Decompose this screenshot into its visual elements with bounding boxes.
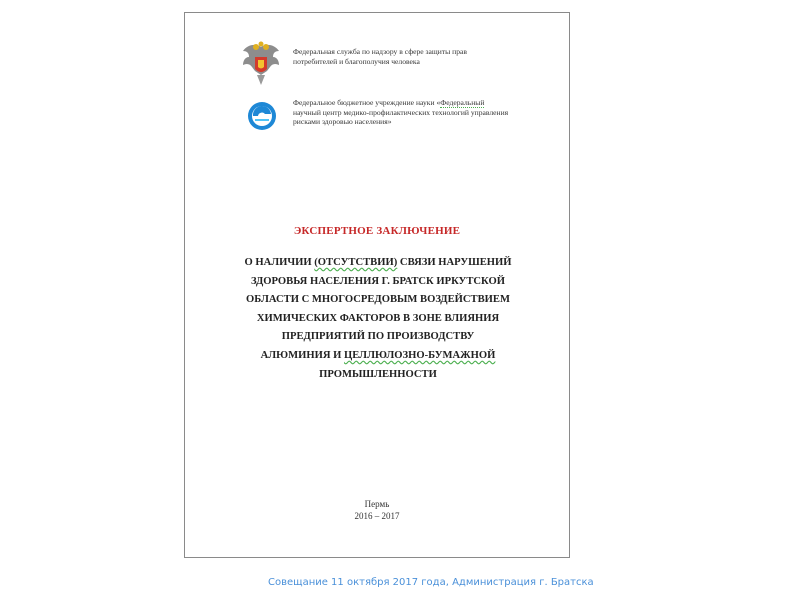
rospotrebnadzor-emblem-icon	[241, 41, 281, 89]
document-place-date: Пермь 2016 – 2017	[354, 499, 400, 521]
fbun-logo-icon	[247, 101, 277, 131]
document-page	[184, 12, 570, 558]
org1-text: Федеральная служба по надзору в сфере защиты прав потребителей и благополучия человека	[293, 47, 467, 66]
document-header: ЭКСПЕРТНОЕ ЗАКЛЮЧЕНИЕ	[293, 225, 461, 237]
document-title: О НАЛИЧИИ (ОТСУТСТВИИ) СВЯЗИ НАРУШЕНИЙ ЗДОРОВЬЯ НАСЕЛЕНИЯ Г. БРАТСК ИРКУТСКОЙ ОБЛАСТИ С МНОГОСРЕДОВЫМ ВОЗДЕЙСТВИЕМ ХИМИЧЕСКИХ ФАКТОРОВ В ЗОНЕ ВЛИЯНИЯ ПРЕДПРИЯТИЙ ПО ПРОИЗВОДСТВУ АЛЮМИНИЯ И ЦЕЛЛЮЛОЗНО-БУМАЖНОЙ ПРОМЫШЛЕННОСТИ	[244, 257, 512, 380]
org2-text: Федеральное бюджетное учреждение науки «Федеральный научный центр медико-профилактических технологий управления рисками здоровью населения»	[293, 98, 509, 127]
slide-footer: Совещание 11 октября 2017 года, Администрация г. Братска	[268, 577, 594, 588]
